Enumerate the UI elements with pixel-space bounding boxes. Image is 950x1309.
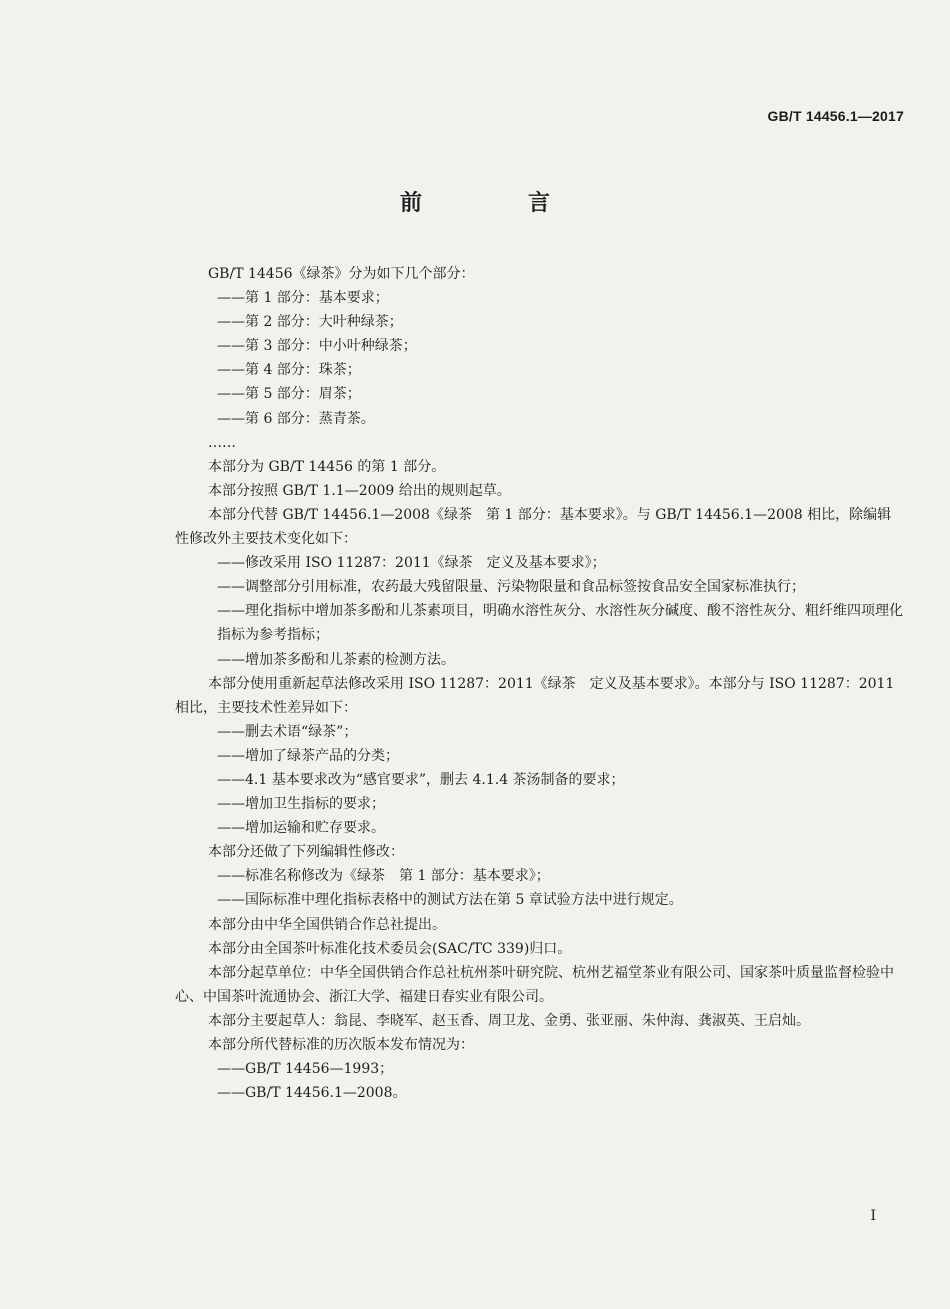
list-item: ——修改采用 ISO 11287：2011《绿茶 定义及基本要求》； [217,555,606,572]
list-item: ——国际标准中理化指标表格中的测试方法在第 5 章试验方法中进行规定。 [217,892,683,909]
list-item: ——第 1 部分：基本要求； [217,290,389,307]
paragraph: 本部分代替 GB/T 14456.1—2008《绿茶 第 1 部分：基本要求》。与 GB/T 14456.1—2008 相比，除编辑性修改外主要技术变化如下： [175,506,892,548]
list-item: ——GB/T 14456.1—2008。 [217,1085,407,1102]
paragraph: 本部分由中华全国供销合作总社提出。 [208,916,446,933]
paragraph: 本部分起草单位：中华全国供销合作总社杭州茶叶研究院、杭州艺福堂茶业有限公司、国家茶叶质量监督检验中心、中国茶叶流通协会、浙江大学、福建日春实业有限公司。 [175,964,894,1005]
list-item: ——标准名称修改为《绿茶 第 1 部分：基本要求》； [217,868,550,885]
paragraph: 本部分还做了下列编辑性修改： [208,844,404,861]
list-item: ——增加了绿茶产品的分类； [217,747,399,764]
list-item: ——第 4 部分：珠茶； [217,362,361,379]
paragraph: …… [208,434,236,451]
paragraph: 本部分由全国茶叶标准化技术委员会(SAC/TC 339)归口。 [208,940,572,957]
list-item: ——第 6 部分：蒸青茶。 [217,410,375,427]
paragraph: 本部分按照 GB/T 1.1—2009 给出的规则起草。 [208,482,511,499]
list-item: ——第 2 部分：大叶种绿茶； [217,314,403,331]
paragraph: 本部分主要起草人：翁昆、李晓军、赵玉香、周卫龙、金勇、张亚丽、朱仲海、龚淑英、王启灿。 [208,1012,810,1029]
page-title: 前 言 [399,191,592,216]
standard-code: GB/T 14456.1—2017 [767,108,904,124]
list-item: ——增加运输和贮存要求。 [217,820,385,837]
list-item: ——4.1 基本要求改为“感官要求”，删去 4.1.4 茶汤制备的要求； [217,771,625,788]
list-item: ——删去术语“绿茶”； [217,723,358,740]
list-item: ——增加茶多酚和儿茶素的检测方法。 [217,651,455,668]
foreword-body [175,262,905,1105]
list-item: ——第 3 部分：中小叶种绿茶； [217,338,417,355]
paragraph: 本部分所代替标准的历次版本发布情况为： [208,1037,474,1053]
paragraph: GB/T 14456《绿茶》分为如下几个部分： [208,266,475,282]
list-item: ——理化指标中增加茶多酚和儿茶素项目，明确水溶性灰分、水溶性灰分碱度、酸不溶性灰分、粗纤维四项理化指标为参考指标； [217,603,903,644]
list-item: ——增加卫生指标的要求； [217,796,385,813]
page-number: I [870,1208,876,1224]
paragraph: 本部分使用重新起草法修改采用 ISO 11287：2011《绿茶 定义及基本要求》。本部分与 ISO 11287：2011 相比，主要技术性差异如下： [175,675,895,716]
list-item: ——第 5 部分：眉茶； [217,386,361,403]
list-item: ——调整部分引用标准，农药最大残留限量、污染物限量和食品标签按食品安全国家标准执行； [217,579,805,596]
paragraph: 本部分为 GB/T 14456 的第 1 部分。 [208,458,446,475]
list-item: ——GB/T 14456—1993； [217,1061,394,1078]
